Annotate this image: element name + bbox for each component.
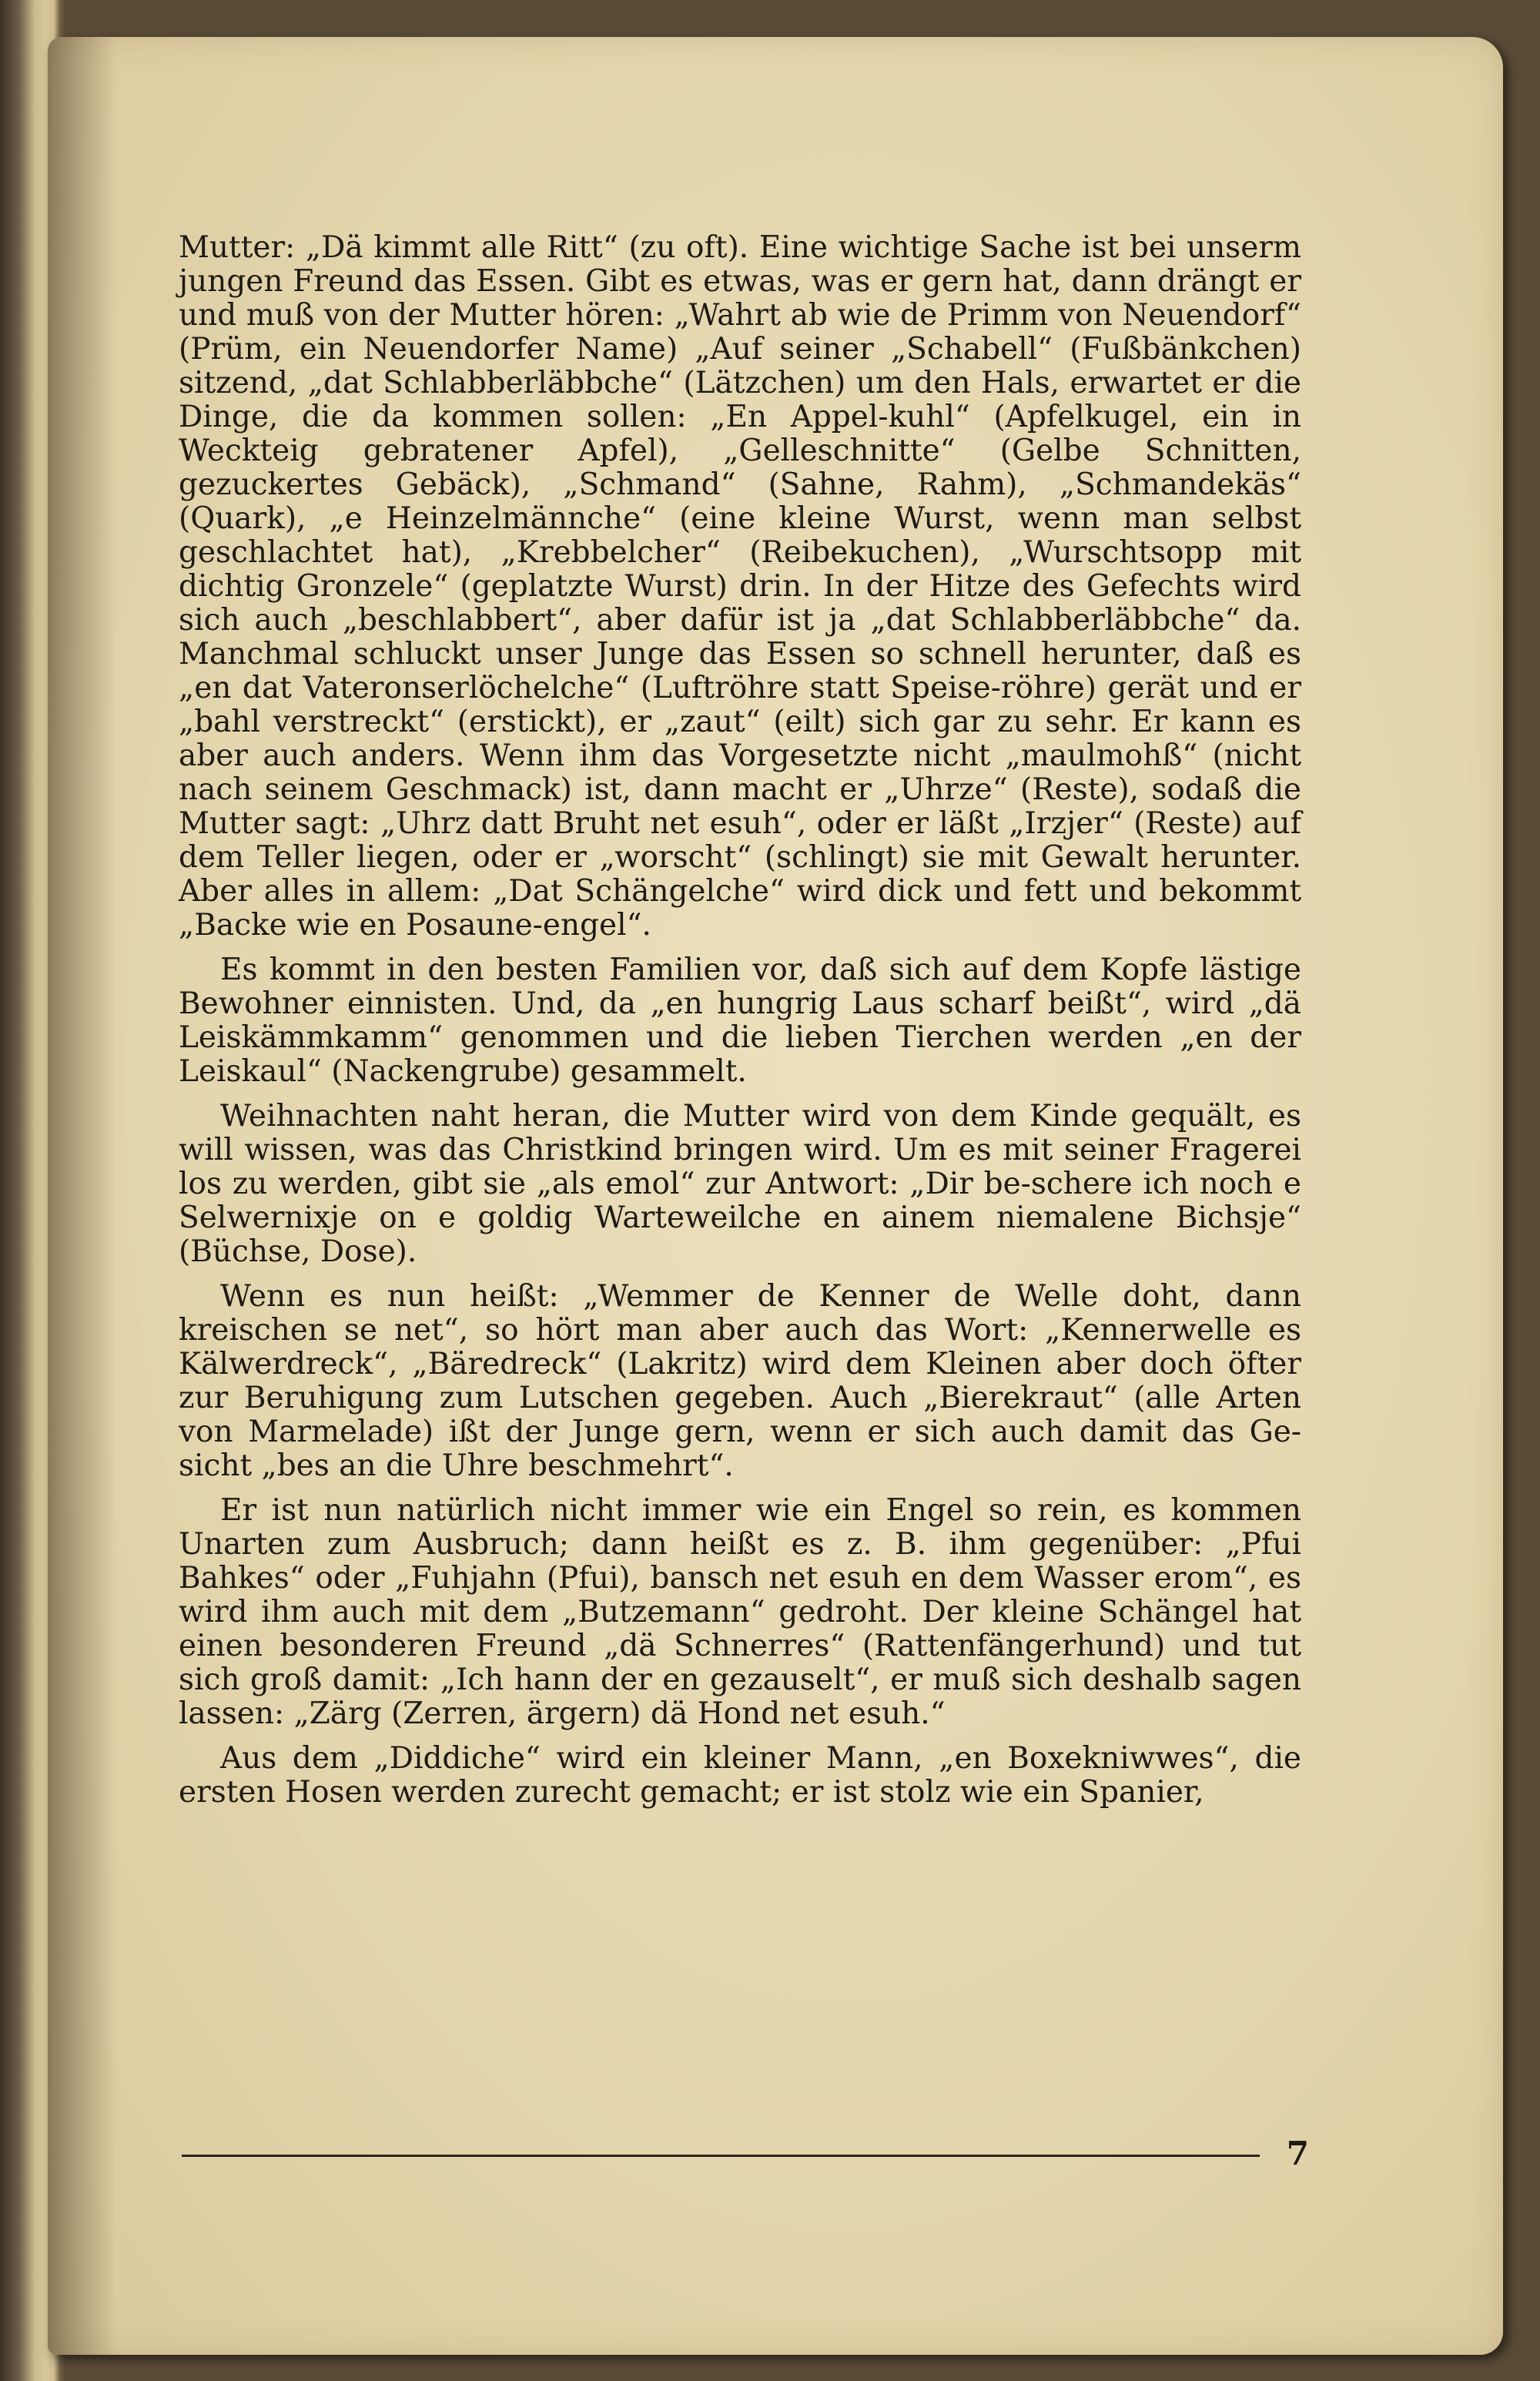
- paragraph-6: Aus dem „Diddiche“ wird ein kleiner Mann, „en Boxekniwwes“, die ersten Hosen werden zurecht gemacht; er ist stolz wie ein Spanier,: [179, 1741, 1301, 1810]
- paragraph-2: Es kommt in den besten Familien vor, daß sich auf dem Kopfe lästige Bewohner einnisten. Und, da „en hungrig Laus scharf beißt“, wird „dä Leiskämmkamm“ genommen und die lieben Tierchen werden „en der Leiskaul“ (Nackengrube) gesammelt.: [179, 953, 1301, 1089]
- footer-rule: [182, 2155, 1260, 2157]
- paragraph-1: Mutter: „Dä kimmt alle Ritt“ (zu oft). Eine wichtige Sache ist bei unserm jungen Freund das Essen. Gibt es etwas, was er gern hat, dann drängt er und muß von der Mutter hören: „Wahrt ab wie de Primm von Neuendorf“ (Prüm, ein Neuendorfer Name) „Auf seiner „Schabell“ (Fußbänkchen) sitzend, „dat Schlabberläbbche“ (Lätzchen) um den Hals, erwartet er die Dinge, die da kommen sollen: „En Appel-kuhl“ (Apfelkugel, ein in Weckteig gebratener Apfel), „Gelleschnitte“ (Gelbe Schnitten, gezuckertes Gebäck), „Schmand“ (Sahne, Rahm), „Schmandekäs“ (Quark), „e Heinzelmännche“ (eine kleine Wurst, wenn man selbst geschlachtet hat), „Krebbelcher“ (Reibekuchen), „Wurschtsopp mit dichtig Gronzele“ (geplatzte Wurst) drin. In der Hitze des Gefechts wird sich auch „beschlabbert“, aber dafür ist ja „dat Schlabberläbbche“ da. Manchmal schluckt unser Junge das Essen so schnell herunter, daß es „en dat Vateronserlöchelche“ (Luftröhre statt Speise-röhre) gerät und er „bahl verstreckt“ (erstickt), er „zaut“ (eilt) sich gar zu sehr. Er kann es aber auch anders. Wenn ihm das Vorgesetzte nicht „maulmohß“ (nicht nach seinem Geschmack) ist, dann macht er „Uhrze“ (Reste), sodaß die Mutter sagt: „Uhrz datt Bruht net esuh“, oder er läßt „Irzjer“ (Reste) auf dem Teller liegen, oder er „worscht“ (schlingt) sie mit Gewalt herunter. Aber alles in allem: „Dat Schängelche“ wird dick und fett und bekommt „Backe wie en Posaune-engel“.: [179, 230, 1301, 943]
- paragraph-4: Wenn es nun heißt: „Wemmer de Kenner de Welle doht, dann kreischen se net“, so hört man aber auch das Wort: „Kennerwelle es Kälwerdreck“, „Bäredreck“ (Lakritz) wird dem Kleinen aber doch öfter zur Beruhigung zum Lutschen gegeben. Auch „Bierekraut“ (alle Arten von Marmelade) ißt der Junge gern, wenn er sich auch damit das Ge-sicht „bes an die Uhre beschmehrt“.: [179, 1279, 1301, 1483]
- paragraph-3: Weihnachten naht heran, die Mutter wird von dem Kinde gequält, es will wissen, was das Christkind bringen wird. Um es mit seiner Fragerei los zu werden, gibt sie „als emol“ zur Antwort: „Dir be-schere ich noch e Selwernixje on e goldig Warteweilche en ainem niemalene Bichsje“ (Büchse, Dose).: [179, 1099, 1301, 1269]
- binding-shadow: [48, 37, 117, 2355]
- body-text: [179, 231, 1301, 1820]
- paragraph-5: Er ist nun natürlich nicht immer wie ein Engel so rein, es kommen Unarten zum Ausbruch; dann heißt es z. B. ihm gegenüber: „Pfui Bahkes“ oder „Fuhjahn (Pfui), bansch net esuh en dem Wasser erom“, es wird ihm auch mit dem „Butzemann“ gedroht. Der kleine Schängel hat einen besonderen Freund „dä Schnerres“ (Rattenfängerhund) und tut sich groß damit: „Ich hann der en gezauselt“, er muß sich deshalb sagen lassen: „Zärg (Zerren, ärgern) dä Hond net esuh.“: [179, 1493, 1301, 1731]
- page-number: 7: [1286, 2135, 1309, 2172]
